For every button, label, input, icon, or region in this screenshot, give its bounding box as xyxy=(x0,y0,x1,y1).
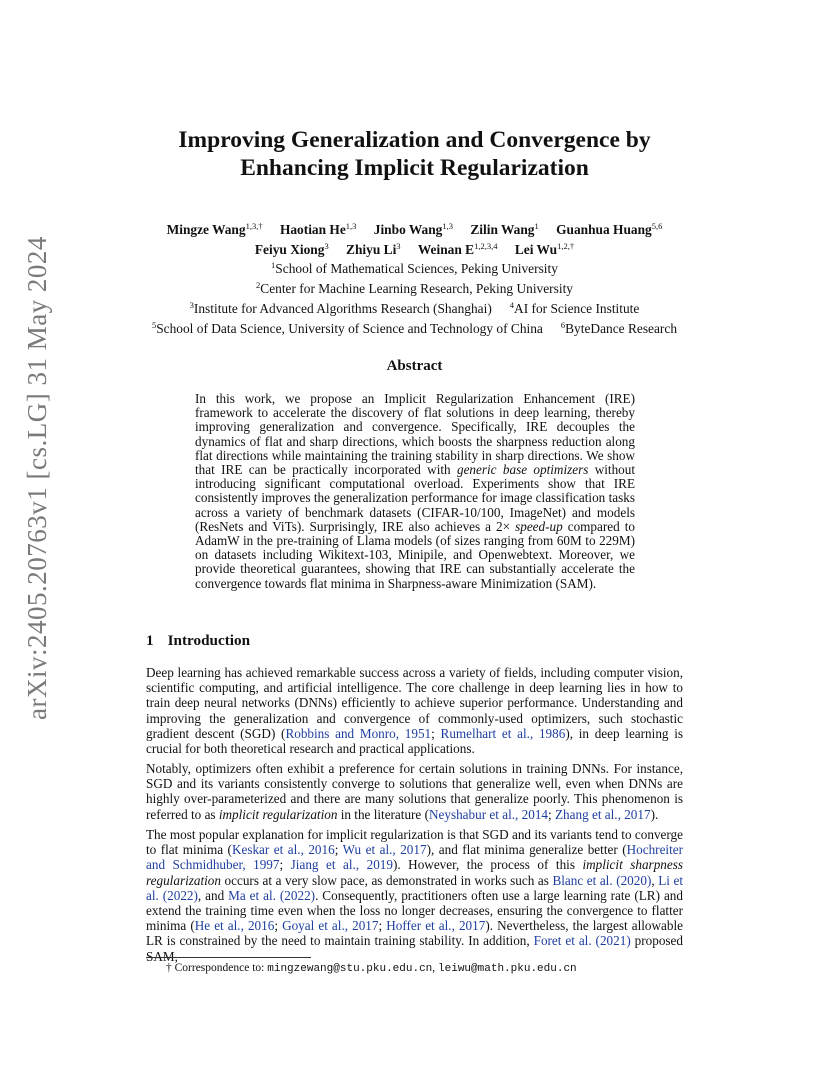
author-line-1 xyxy=(146,218,683,238)
citation-link[interactable]: Goyal et al., 2017 xyxy=(282,918,379,934)
citation-link[interactable]: Rumelhart et al., 1986 xyxy=(440,725,566,741)
abstract-text: In this work, we propose an Implicit Regularization Enhancement (IRE) framework to accelerate the discovery of flat solutions in deep learning, thereby improving generalization and convergence. Specifically, IRE decouples the dynamics of flat and sharp directions, which boosts the sharpness reduction along flat directions while maintaining the training stability in sharp directions. We show that IRE can be practically incorporated with generic base optimizers without introducing significant computational overload. Experiments show that IRE consistently improves the generalization performance for image classification tasks across a variety of benchmark datasets (CIFAR-10/100, ImageNet) and models (ResNets and ViTs). Surprisingly, IRE also achieves a 2× speed-up compared to AdamW in the pre-training of Llama models (of sizes ranging from 60M to 229M) on datasets including Wikitext-103, Minipile, and Openwebtext. Moreover, we provide theoretical guarantees, showing that IRE can substantially accelerate the convergence towards flat minima in Sharpness-aware Minimization (SAM). xyxy=(195,391,636,591)
paper-title xyxy=(146,126,683,182)
author: Mingze Wang$^{1,3,\dagger}$ xyxy=(166,221,263,237)
citation-link[interactable]: Robbins and Monro, 1951 xyxy=(285,725,432,741)
affiliations xyxy=(146,257,683,337)
paragraph-1: Deep learning has achieved remarkable success across a variety of fields, including computer vision, scientific computing, and artificial intelligence. The core challenge in deep learning lies in how to train deep neural networks (DNNs) efficiently to achieve superior performance. Understanding and improving the generalization and convergence of commonly-used optimizers, such stochastic gradient descent (SGD) (Robbins and Monro, 1951; Rumelhart et al., 1986), in deep learning is crucial for both theoretical research and practical applications. xyxy=(146,665,684,757)
author: Lei $Wu^{1,2,\dagger}$ xyxy=(514,241,575,257)
abstract-heading: Abstract xyxy=(386,358,443,374)
title-line-1: Improving Generalization and Convergence by xyxy=(178,127,651,153)
author: Jinbo Wang$^{1,3}$ xyxy=(373,221,453,237)
section-heading: 1 Introduction xyxy=(146,632,251,649)
affiliation-1: $^1$School of Mathematical Sciences, Peking University xyxy=(271,260,558,276)
author: Haotian He$^{1,3}$ xyxy=(279,221,357,237)
author: Guanhua Huang$^{5,6}$ xyxy=(556,221,663,237)
citation-link[interactable]: Hoffer et al., 2017 xyxy=(386,918,486,934)
citation-link[interactable]: Li et al. (2022) xyxy=(146,872,684,903)
citation-link[interactable]: Ma et al. (2022) xyxy=(228,887,316,903)
footnote-rule xyxy=(146,957,311,958)
author-list xyxy=(146,218,683,258)
affiliation-2: $^2$Center for Machine Learning Research, Peking University xyxy=(256,280,573,296)
affiliation-row-4: $^5$School of Data Science, University of Science and Technology of China $^6$ByteDance Research xyxy=(151,320,678,336)
title-line-2: Enhancing Implicit Regularization xyxy=(240,155,589,181)
citation-link[interactable]: Jiang et al., 2019 xyxy=(290,857,393,873)
paragraph-2: Notably, optimizers often exhibit a preference for certain solutions in training DNNs. For instance, SGD and its variants consistently converge to solutions that generalize well, even when DNNs are highly over-parameterized and there are many solutions that generalize poorly. This phenomenon is referred to as implicit regularization in the literature (Neyshabur et al., 2014; Zhang et al., 2017). xyxy=(146,761,683,822)
author: Weinan E$^{1,2,3,4}$ xyxy=(417,241,498,257)
email-address[interactable]: leiwu@math.pku.edu.cn xyxy=(438,963,577,975)
author: Zilin Wang$^1$ xyxy=(470,221,539,237)
paragraph-3: The most popular explanation for implicit regularization is that SGD and its variants tend to converge to flat minima (Keskar et al., 2016; Wu et al., 2017), and flat minima generalize better (Hochreiter and Schmidhuber, 1997; Jiang et al., 2019). However, the process of this implicit sharpness regularization occurs at a very slow pace, as demonstrated in works such as Blanc et al. (2020), Li et al. (2022), and Ma et al. (2022). Consequently, practitioners often use a large learning rate (LR) and extend the training time even when the loss no longer decreases, ensuring the convergence to flatter minima (He et al., 2016; Goyal et al., 2017; Hoffer et al., 2017). Nevertheless, the largest allowable LR is constrained by the need to maintain training stability. In addition, Foret et al. (2021) proposed SAM, xyxy=(146,827,684,964)
affiliation-row-3: $^3$Institute for Advanced Algorithms Research (Shanghai) $^4$AI for Science Institute xyxy=(189,300,640,316)
citation-link[interactable]: He et al., 2016 xyxy=(194,918,275,934)
author: Feiyu Xiong$^3$ xyxy=(254,241,329,257)
footnote: † Correspondence to: mingzewang@stu.pku.edu.cn, leiwu@math.pku.edu.cn xyxy=(166,962,577,975)
email-address[interactable]: mingzewang@stu.pku.edu.cn xyxy=(267,963,433,975)
arxiv-identifier: arXiv:2405.20763v1 [cs.LG] 31 May 2024 xyxy=(22,236,52,720)
citation-link[interactable]: Keskar et al., 2016 xyxy=(231,842,335,858)
citation-link[interactable]: Foret et al. (2021) xyxy=(533,933,631,949)
citation-link[interactable]: Neyshabur et al., 2014 xyxy=(428,806,549,822)
author: Zhiyu Li$^3$ xyxy=(346,241,401,257)
citation-link[interactable]: Zhang et al., 2017 xyxy=(554,806,651,822)
citation-link[interactable]: Hochreiter and Schmidhuber, 1997 xyxy=(146,842,683,873)
author-line-2 xyxy=(146,238,683,258)
citation-link[interactable]: Wu et al., 2017 xyxy=(342,842,427,858)
citation-link[interactable]: Blanc et al. (2020) xyxy=(552,872,652,888)
